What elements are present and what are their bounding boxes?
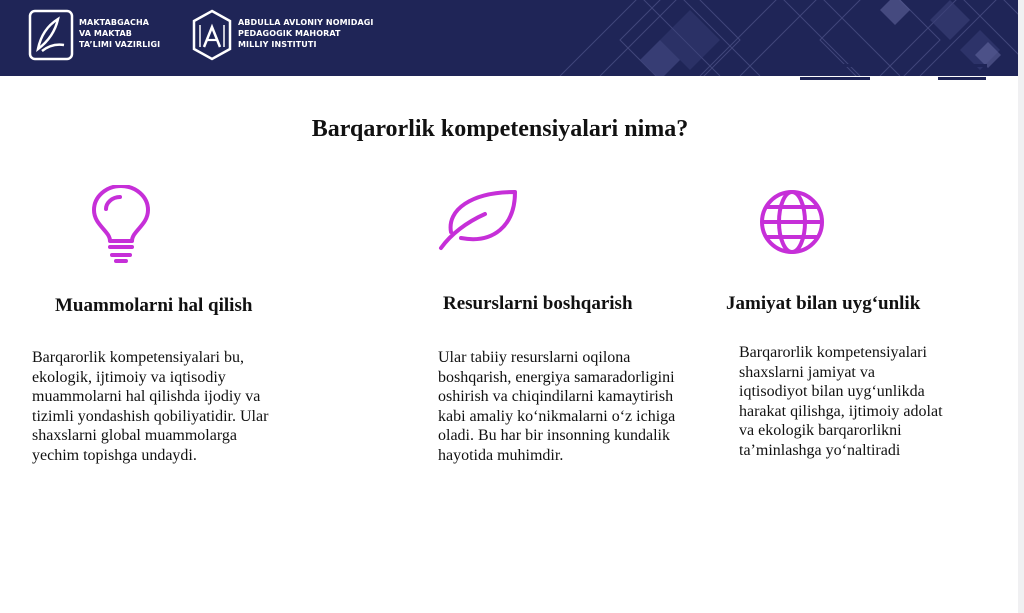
ministry-logo-icon	[28, 9, 74, 61]
decor-line	[800, 77, 870, 80]
ministry-name: MAKTABGACHA VA MAKTAB TA’LIMI VAZIRLIGI	[79, 18, 161, 49]
institute-name: ABDULLA AVLONIY NOMIDAGI PEDAGOGIK MAHORAT MILLIY INSTITUTI	[238, 18, 374, 49]
institute-logo-icon	[192, 9, 232, 61]
decor-line	[938, 77, 986, 80]
leaf-icon	[437, 188, 521, 252]
lightbulb-icon	[90, 185, 152, 267]
column-1-text: Barqarorlik kompetensiyalari bu, ekologik, ijtimoiy va iqtisodiy muammolarni hal qilishda ijodiy va tizimli yondashish qobiliyatidir. Ular shaxslarni global muammolarga yechim topishga undaydi.	[32, 349, 269, 464]
column-3-text: Barqarorlik kompetensiyalari shaxslarni jamiyat va iqtisodiyot bilan uyg‘unlikda harakat qilishga, ijtimoiy adolat va ekologik barqarorlikni ta’minlashga yo‘naltiradi	[739, 344, 943, 459]
decor-line	[789, 64, 869, 67]
column-3-heading: Jamiyat bilan uyg‘unlik	[726, 293, 921, 314]
slide-edge	[1018, 0, 1024, 613]
globe-icon	[758, 188, 826, 256]
decor-line	[965, 64, 987, 67]
column-1-heading: Muammolarni hal qilish	[55, 295, 253, 316]
page-title: Barqarorlik kompetensiyalari nima?	[311, 116, 689, 142]
column-2-text: Ular tabiiy resurslarni oqilona boshqarish, energiya samaradorligini oshirish va chiqindilarni kamaytirish kabi amaliy ko‘nikmalarni o‘z ichiga oladi. Bu har bir insonning kundalik hayotida muhimdir.	[438, 349, 676, 464]
column-2-heading: Resurslarni boshqarish	[443, 293, 633, 314]
header-bar	[0, 0, 1024, 76]
